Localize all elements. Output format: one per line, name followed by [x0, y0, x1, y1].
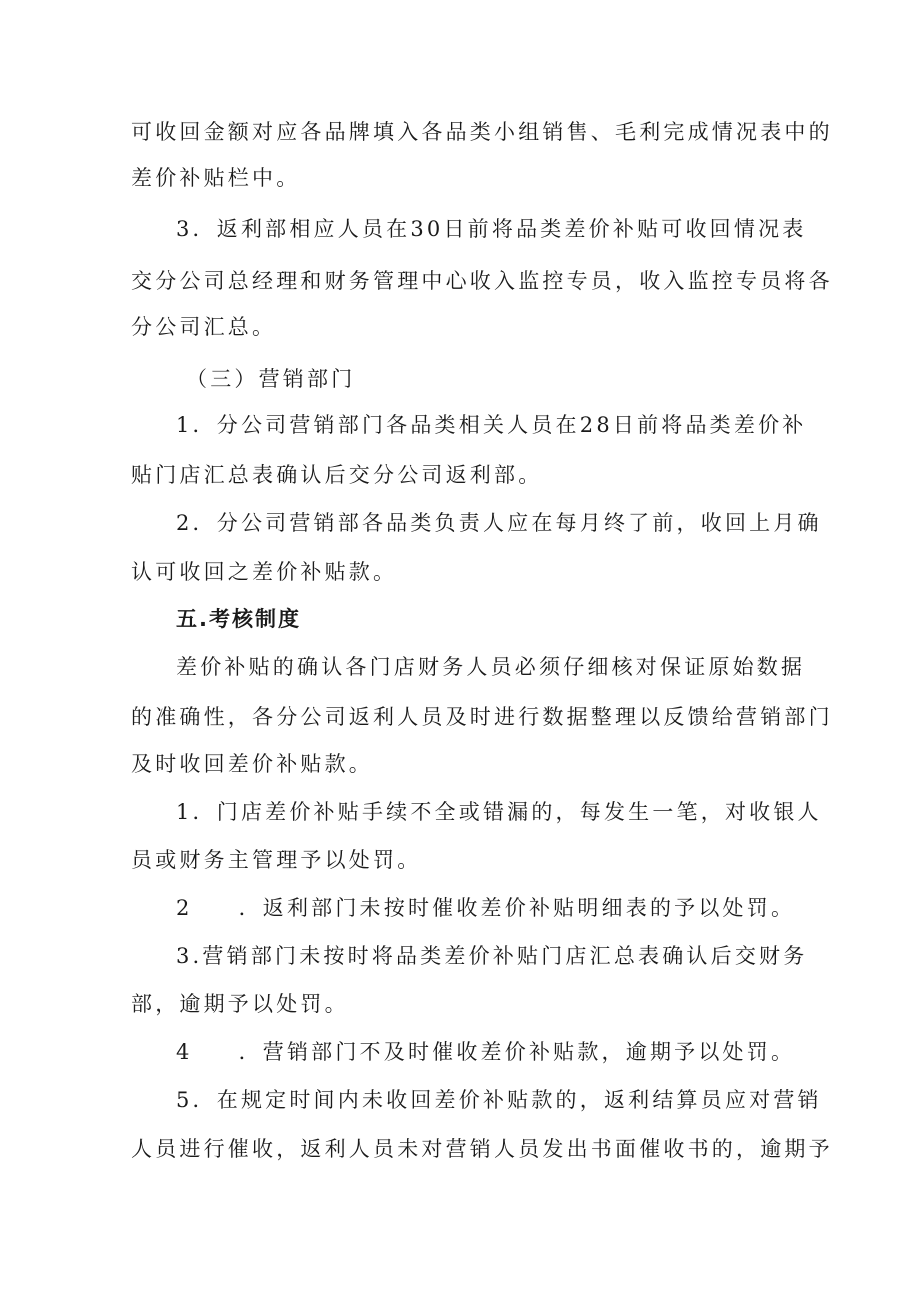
paragraph-line: 及时收回差价补贴款。 [131, 752, 373, 776]
item-text: ．返利部门未按时催收差价补贴明细表的予以处罚。 [238, 896, 796, 920]
paragraph-line: 的准确性，各分公司返利人员及时进行数据整理以反馈给营销部门 [131, 705, 833, 729]
paragraph-line [0, 1037, 920, 1067]
paragraph-line: 差价补贴的确认各门店财务人员必须仔细核对保证原始数据 [176, 655, 806, 679]
paragraph-line: 2．分公司营销部各品类负责人应在每月终了前，收回上月确 [176, 511, 822, 535]
paragraph-line: 分公司汇总。 [131, 315, 277, 339]
paragraph-line: 1．分公司营销部门各品类相关人员在28日前将品类差价补 [176, 413, 807, 437]
paragraph-line: 部，逾期予以处罚。 [131, 992, 349, 1016]
paragraph-line: 差价补贴栏中。 [131, 166, 301, 190]
paragraph-line: 3．返利部相应人员在30日前将品类差价补贴可收回情况表 [176, 217, 807, 241]
item-number: 2 [176, 896, 193, 920]
item-text: ．营销部门不及时催收差价补贴款，逾期予以处罚。 [238, 1040, 796, 1064]
item-number: 4 [176, 1040, 193, 1064]
paragraph-line: 1．门店差价补贴手续不全或错漏的，每发生一笔，对收银人 [176, 800, 822, 824]
paragraph-line: 员或财务主管理予以处罚。 [131, 848, 422, 872]
section-subheading: （三）营销部门 [186, 367, 356, 391]
paragraph-line: 5．在规定时间内未收回差价补贴款的，返利结算员应对营销 [176, 1088, 822, 1112]
paragraph-line: 交分公司总经理和财务管理中心收入监控专员，收入监控专员将各 [131, 269, 833, 293]
paragraph-line: 3.营销部门未按时将品类差价补贴门店汇总表确认后交财务 [176, 944, 808, 968]
paragraph-line [0, 893, 920, 923]
paragraph-line: 贴门店汇总表确认后交分公司返利部。 [131, 463, 543, 487]
paragraph-line: 人员进行催收，返利人员未对营销人员发出书面催收书的，逾期予 [131, 1137, 833, 1161]
paragraph-line: 认可收回之差价补贴款。 [131, 560, 398, 584]
section-heading: 五.考核制度 [176, 607, 301, 631]
paragraph-line: 可收回金额对应各品牌填入各品类小组销售、毛利完成情况表中的 [131, 120, 833, 144]
